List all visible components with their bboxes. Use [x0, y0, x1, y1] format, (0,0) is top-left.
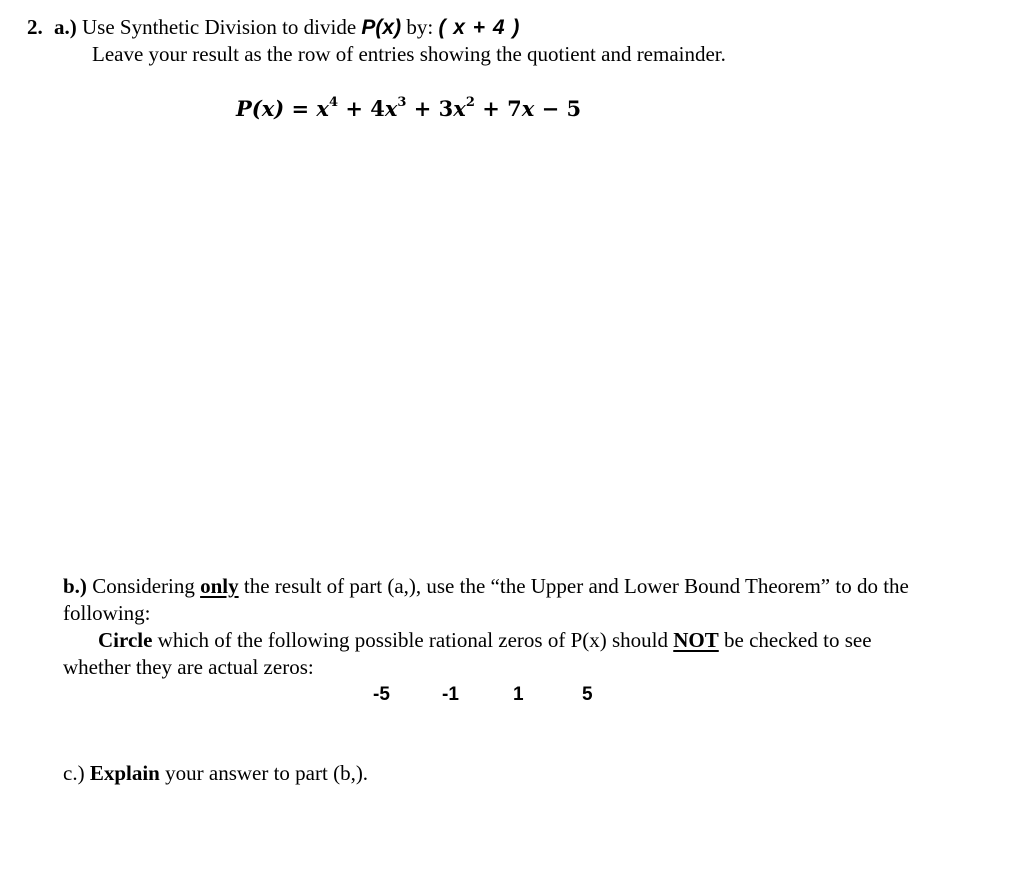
part-b-not: NOT	[673, 628, 719, 652]
part-a-label: a.)	[54, 15, 77, 39]
part-a-instruction	[54, 15, 520, 40]
term-x3-base: x	[384, 96, 398, 121]
term-x2-base: x	[453, 96, 466, 121]
term-x4-exp: 4	[328, 95, 338, 110]
part-b-text1: Considering	[92, 574, 195, 598]
part-c	[63, 761, 368, 786]
part-a-text: Use Synthetic Division to divide	[82, 15, 357, 39]
part-b-circle: Circle	[98, 628, 153, 652]
candidate-zero[interactable]: 1	[513, 684, 524, 705]
op-plus-2: +	[413, 96, 432, 121]
part-c-text: your answer to part (b,).	[165, 761, 369, 785]
term-x-base: x	[521, 96, 535, 121]
part-b-label: b.)	[63, 574, 87, 598]
term-x4-base: x	[316, 96, 329, 121]
divisor: ( x + 4 )	[438, 16, 521, 39]
part-a-instruction-line2: Leave your result as the row of entries showing the quotient and remainder.	[92, 42, 726, 66]
part-b-line4: whether they are actual zeros:	[63, 655, 314, 679]
term-x2-coef: 3	[438, 96, 454, 121]
poly-equals: =	[291, 96, 310, 121]
term-x2-exp: 2	[465, 95, 475, 110]
candidate-zero[interactable]: 5	[582, 684, 593, 705]
poly-lhs: P(x)	[236, 96, 285, 121]
term-constant: 5	[566, 96, 582, 121]
part-b-line3	[98, 628, 872, 653]
op-plus-1: +	[345, 96, 363, 121]
op-minus: −	[541, 96, 560, 121]
part-b-text2: the result of part (a,), use the “the Upper and Lower Bound Theorem” to do the	[243, 574, 909, 598]
term-x3-exp: 3	[397, 95, 407, 110]
part-b-text3: which of the following possible rational zeros of P(x) should	[157, 628, 668, 652]
poly-name: P(x)	[361, 16, 402, 39]
question-number: 2.	[27, 15, 43, 39]
candidate-zero[interactable]: -5	[373, 684, 390, 705]
part-b-line1	[63, 574, 909, 599]
part-c-label: c.)	[63, 761, 85, 785]
part-b-line2: following:	[63, 601, 151, 625]
term-x-coef: 7	[507, 96, 522, 121]
part-b-text4: be checked to see	[724, 628, 872, 652]
op-plus-3: +	[482, 96, 500, 121]
polynomial-equation	[236, 96, 581, 121]
part-c-explain: Explain	[89, 761, 160, 785]
part-b-only: only	[200, 574, 239, 598]
part-a-by: by:	[406, 15, 434, 39]
term-x3-coef: 4	[370, 96, 385, 121]
candidate-zero[interactable]: -1	[442, 684, 459, 705]
